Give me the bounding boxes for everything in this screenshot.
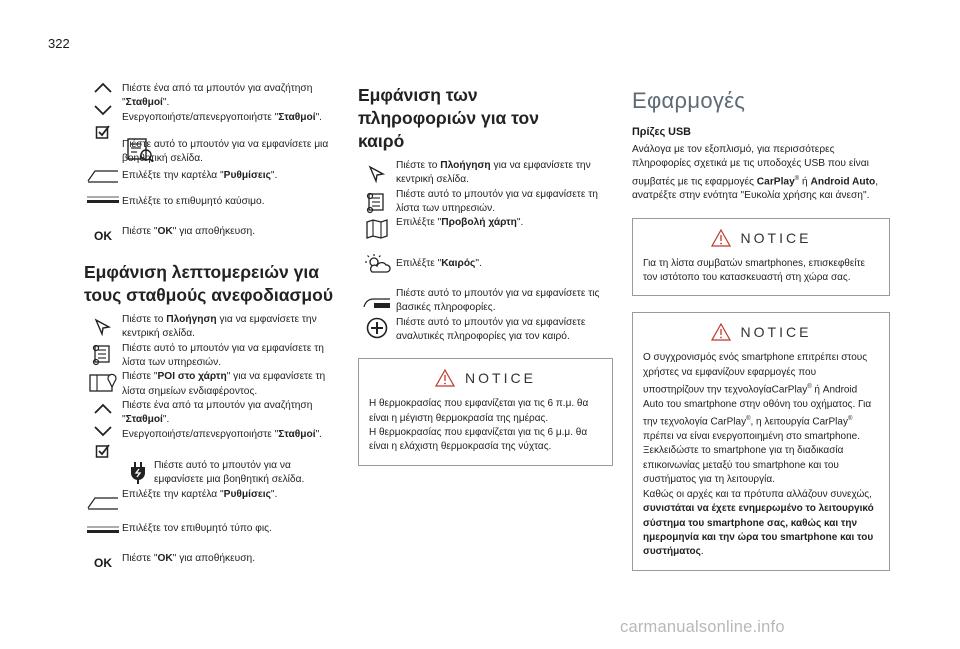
column-left	[84, 82, 340, 570]
warning-icon	[711, 323, 731, 341]
section-heading: Εφαρμογές	[632, 88, 746, 113]
ok-icon[interactable]: OK	[94, 229, 112, 244]
services-list-icon[interactable]	[87, 341, 119, 369]
step-row: Πιέστε το Πλοήγηση για να εμφανίσετε την κεντρική σελίδα. Πιέστε αυτό το μπουτόν για να εμφανίσετε τη λίστα των υπηρεσιών. Επιλέξτε "Προβολή χάρτη".	[358, 159, 613, 241]
watermark: carmanualsonline.info	[620, 618, 785, 636]
notice-label: NOTICE	[740, 324, 812, 341]
tab-icon[interactable]	[87, 169, 119, 183]
warning-icon	[711, 229, 731, 247]
notice-box: NOTICE Για τη λίστα συμβατών smartphones, επισκεφθείτε τον ιστότοπο του κατασκευαστή στη χώρα σας.	[632, 218, 890, 297]
basic-info-icon[interactable]	[361, 287, 393, 317]
chevron-up-icon[interactable]	[87, 399, 119, 419]
step-row: Επιλέξτε την καρτέλα "Ρυθμίσεις".	[84, 169, 340, 183]
navigation-icon[interactable]	[87, 313, 119, 341]
map-view-icon[interactable]	[361, 217, 393, 241]
chevron-down-icon[interactable]	[87, 104, 119, 116]
step-row: Πιέστε το Πλοήγηση για να εμφανίσετε την κεντρική σελίδα. Πιέστε αυτό το μπουτόν για να εμφανίσετε τη λίστα των υπηρεσιών. Πιέστε "POI στο χάρτη" για να εμφανίσετε τη λίστα σημείων ενδιαφέροντος. Πιέστε ένα από τα μπουτόν για αναζήτηση "Σταθμοί". Ενεργοποιήστε/απενεργοποιήστε "Σταθμοί".	[84, 313, 340, 459]
tab-icon[interactable]	[87, 488, 119, 510]
step-row: Επιλέξτε την καρτέλα "Ρυθμίσεις".	[84, 488, 340, 510]
list-bar-icon[interactable]	[87, 195, 119, 205]
page-number: 322	[48, 36, 70, 51]
step-row: Επιλέξτε τον επιθυμητό τύπο φις.	[84, 522, 340, 536]
section-heading: Εμφάνιση λεπτομερειών για τους σταθμούς ανεφοδιασμού	[84, 262, 334, 306]
navigation-icon[interactable]	[361, 159, 393, 189]
sub-heading: Πρίζες USB	[632, 126, 691, 138]
column-right: Εφαρμογές Πρίζες USB Ανάλογα με τον εξοπλισμό, για περισσότερες πληροφορίες σχετικά με τις υποδοχές USB που είναι συμβατές με τις εφαρμογές CarPlay® ή Android Auto, ανατρέξτε στην ενότητα "Ευκολία χρήσης και άνεση". NOTICE Για τη λίστα συμβατών smartphones, επισκεφθείτε τον ιστότοπο του κατασκευαστή στη χώρα σας. NOTICE Ο συγχρονισμός ενός smartphone επιτρέπει στους χρήστες να εμφανίζουν εφαρμογές που υποστηρίζουν την τεχνολογίαCarPlay® ή Android Auto του smartphone στην οθόνη του οχήματος. Για την τεχνολογία CarPlay®, η λειτουργία CarPlay® πρέπει να είναι ενεργοποιημένη στο smartphone. Ξεκλειδώστε το smartphone για τη διαδικασία επικοινωνίας μεταξύ του smartphone και του συστήματος για τη λειτουργία. Καθώς οι αρχές και τα πρότυπα αλλάζουν συνεχώς, συνιστάται να έχετε ενημερωμένο το λειτουργικό σύστημα του smartphone σας, καθώς και την ημερομηνία και την ώρα του smartphone και του συστήματος.	[632, 88, 890, 571]
list-bar-icon[interactable]	[87, 522, 119, 535]
step-row: OK Πιέστε "OK" για αποθήκευση.	[84, 552, 340, 570]
services-list-icon[interactable]	[361, 189, 393, 217]
step-row: Επιλέξτε το επιθυμητό καύσιμο.	[84, 195, 340, 209]
notice-label: NOTICE	[465, 370, 536, 387]
step-row: Επιλέξτε "Καιρός".	[358, 253, 613, 275]
step-row: OK Πιέστε "OK" για αποθήκευση.	[84, 225, 340, 243]
ok-icon[interactable]: OK	[94, 556, 112, 571]
charging-plug-icon[interactable]	[122, 459, 154, 487]
step-row: Πιέστε αυτό το μπουτόν για να εμφανίσετε μια βοηθητική σελίδα.	[122, 139, 329, 165]
notice-box: NOTICE Η θερμοκρασίας που εμφανίζεται για τις 6 π.μ. θα είναι η μέγιστη θερμοκρασία της ημέρας. Η θερμοκρασίας που εμφανίζεται για τις 6 μ.μ. θα είναι η ελάχιστη θερμοκρασία της νύχτας.	[358, 358, 613, 466]
warning-icon	[435, 369, 455, 387]
chevron-down-icon[interactable]	[87, 419, 119, 443]
weather-icon[interactable]	[361, 253, 393, 275]
add-detail-icon[interactable]	[361, 317, 393, 339]
step-row: Πιέστε αυτό το μπουτόν για να εμφανίσετε τις βασικές πληροφορίες. Πιέστε αυτό το μπουτόν για να εμφανίσετε αναλυτικές πληροφορίες για τον καιρό.	[358, 287, 613, 344]
step-row: Πιέστε αυτό το μπουτόν για να εμφανίσετε μια βοηθητική σελίδα.	[84, 459, 340, 488]
notice-box: NOTICE Ο συγχρονισμός ενός smartphone επιτρέπει στους χρήστες να εμφανίζουν εφαρμογές που υποστηρίζουν την τεχνολογίαCarPlay® ή Android Auto του smartphone στην οθόνη του οχήματος. Για την τεχνολογία CarPlay®, η λειτουργία CarPlay® πρέπει να είναι ενεργοποιημένη στο smartphone. Ξεκλειδώστε το smartphone για τη διαδικασία επικοινωνίας μεταξύ του smartphone και του συστήματος για τη λειτουργία. Καθώς οι αρχές και τα πρότυπα αλλάζουν συνεχώς, συνιστάται να έχετε ενημερωμένο το λειτουργικό σύστημα του smartphone σας, καθώς και την ημερομηνία και την ώρα του smartphone και του συστήματος.	[632, 312, 890, 570]
section-heading: Εμφάνιση των πληροφοριών για τον καιρό	[358, 85, 539, 151]
notice-label: NOTICE	[740, 229, 812, 246]
poi-map-icon[interactable]	[87, 369, 119, 399]
step-row: Πιέστε ένα από τα μπουτόν για αναζήτηση "Σταθμοί". Ενεργοποιήστε/απενεργοποιήστε "Σταθμοί".	[84, 82, 340, 140]
chevron-up-icon[interactable]	[87, 82, 119, 94]
column-middle	[358, 84, 613, 466]
checkbox-icon[interactable]	[87, 443, 119, 459]
